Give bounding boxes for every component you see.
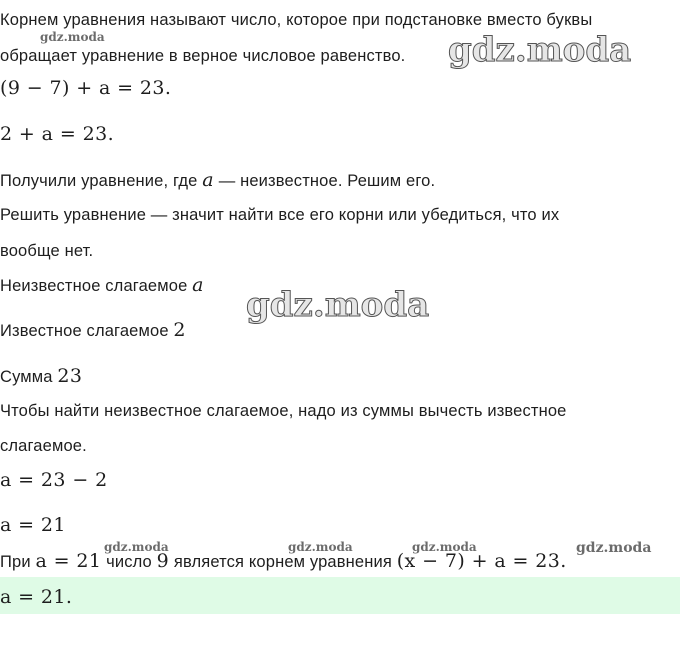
watermark-small: gdz.moda <box>412 540 477 554</box>
equation-2 <box>0 124 114 144</box>
unknown-addend-label: Неизвестное слагаемое <box>0 277 188 295</box>
equation-4 <box>0 515 66 535</box>
rule-line-2: слагаемое. <box>0 437 87 455</box>
watermark-small: gdz.moda <box>104 540 169 554</box>
watermark-large: gdz.moda <box>448 30 632 70</box>
watermark-small: gdz.moda <box>288 540 353 554</box>
answer-equation <box>0 587 72 607</box>
unknown-addend-value <box>192 274 204 296</box>
equation-1 <box>0 78 171 98</box>
conclusion-pre: При <box>0 553 31 571</box>
unknown-statement-b: — неизвестное. Решим его. <box>218 172 436 190</box>
definition-line-2: обращает уравнение в верное числовое равенство. <box>0 47 406 65</box>
solve-definition-line-1: Решить уравнение — значит найти все его корни или убедиться, что их <box>0 206 560 224</box>
equation-2-text: 2 + a = 23. <box>0 123 115 145</box>
equation-3-text: a = 23 − 2 <box>0 469 108 491</box>
equation-1-text: (9 − 7) + a = 23. <box>0 77 172 99</box>
sum-value: 23 <box>57 365 83 387</box>
conclusion-mid-1: число <box>106 553 152 571</box>
unknown-statement <box>0 170 435 191</box>
conclusion-math-2: 9 <box>156 550 170 572</box>
known-addend-label: Известное слагаемое <box>0 322 169 340</box>
rule-line-1: Чтобы найти неизвестное слагаемое, надо из суммы вычесть известное <box>0 402 567 420</box>
equation-3 <box>0 470 108 490</box>
conclusion-mid-2: является корнем уравнения <box>173 553 392 571</box>
definition-line-1: Корнем уравнения называют число, которое при подстановке вместо буквы <box>0 11 593 29</box>
known-addend-value: 2 <box>173 319 186 341</box>
known-addend-row <box>0 320 186 341</box>
sum-row <box>0 366 82 387</box>
unknown-variable-letter: a <box>202 169 214 191</box>
answer-highlight <box>0 577 680 614</box>
answer-text: a = 21. <box>0 586 73 608</box>
sum-label: Сумма <box>0 368 53 386</box>
conclusion-math-3: (x − 7) + a = 23. <box>396 550 567 572</box>
equation-4-text: a = 21 <box>0 514 66 536</box>
watermark-small: gdz.moda <box>40 30 105 44</box>
unknown-variable <box>202 169 214 191</box>
unknown-addend-row <box>0 275 204 296</box>
unknown-statement-a: Получили уравнение, где <box>0 172 198 190</box>
solve-definition-line-2: вообще нет. <box>0 242 94 260</box>
watermark-small: gdz.moda <box>576 540 652 556</box>
conclusion-math-1: a = 21 <box>35 550 102 572</box>
unknown-addend-letter: a <box>192 274 204 296</box>
conclusion-line <box>0 551 567 572</box>
watermark-large: gdz.moda <box>246 285 430 325</box>
